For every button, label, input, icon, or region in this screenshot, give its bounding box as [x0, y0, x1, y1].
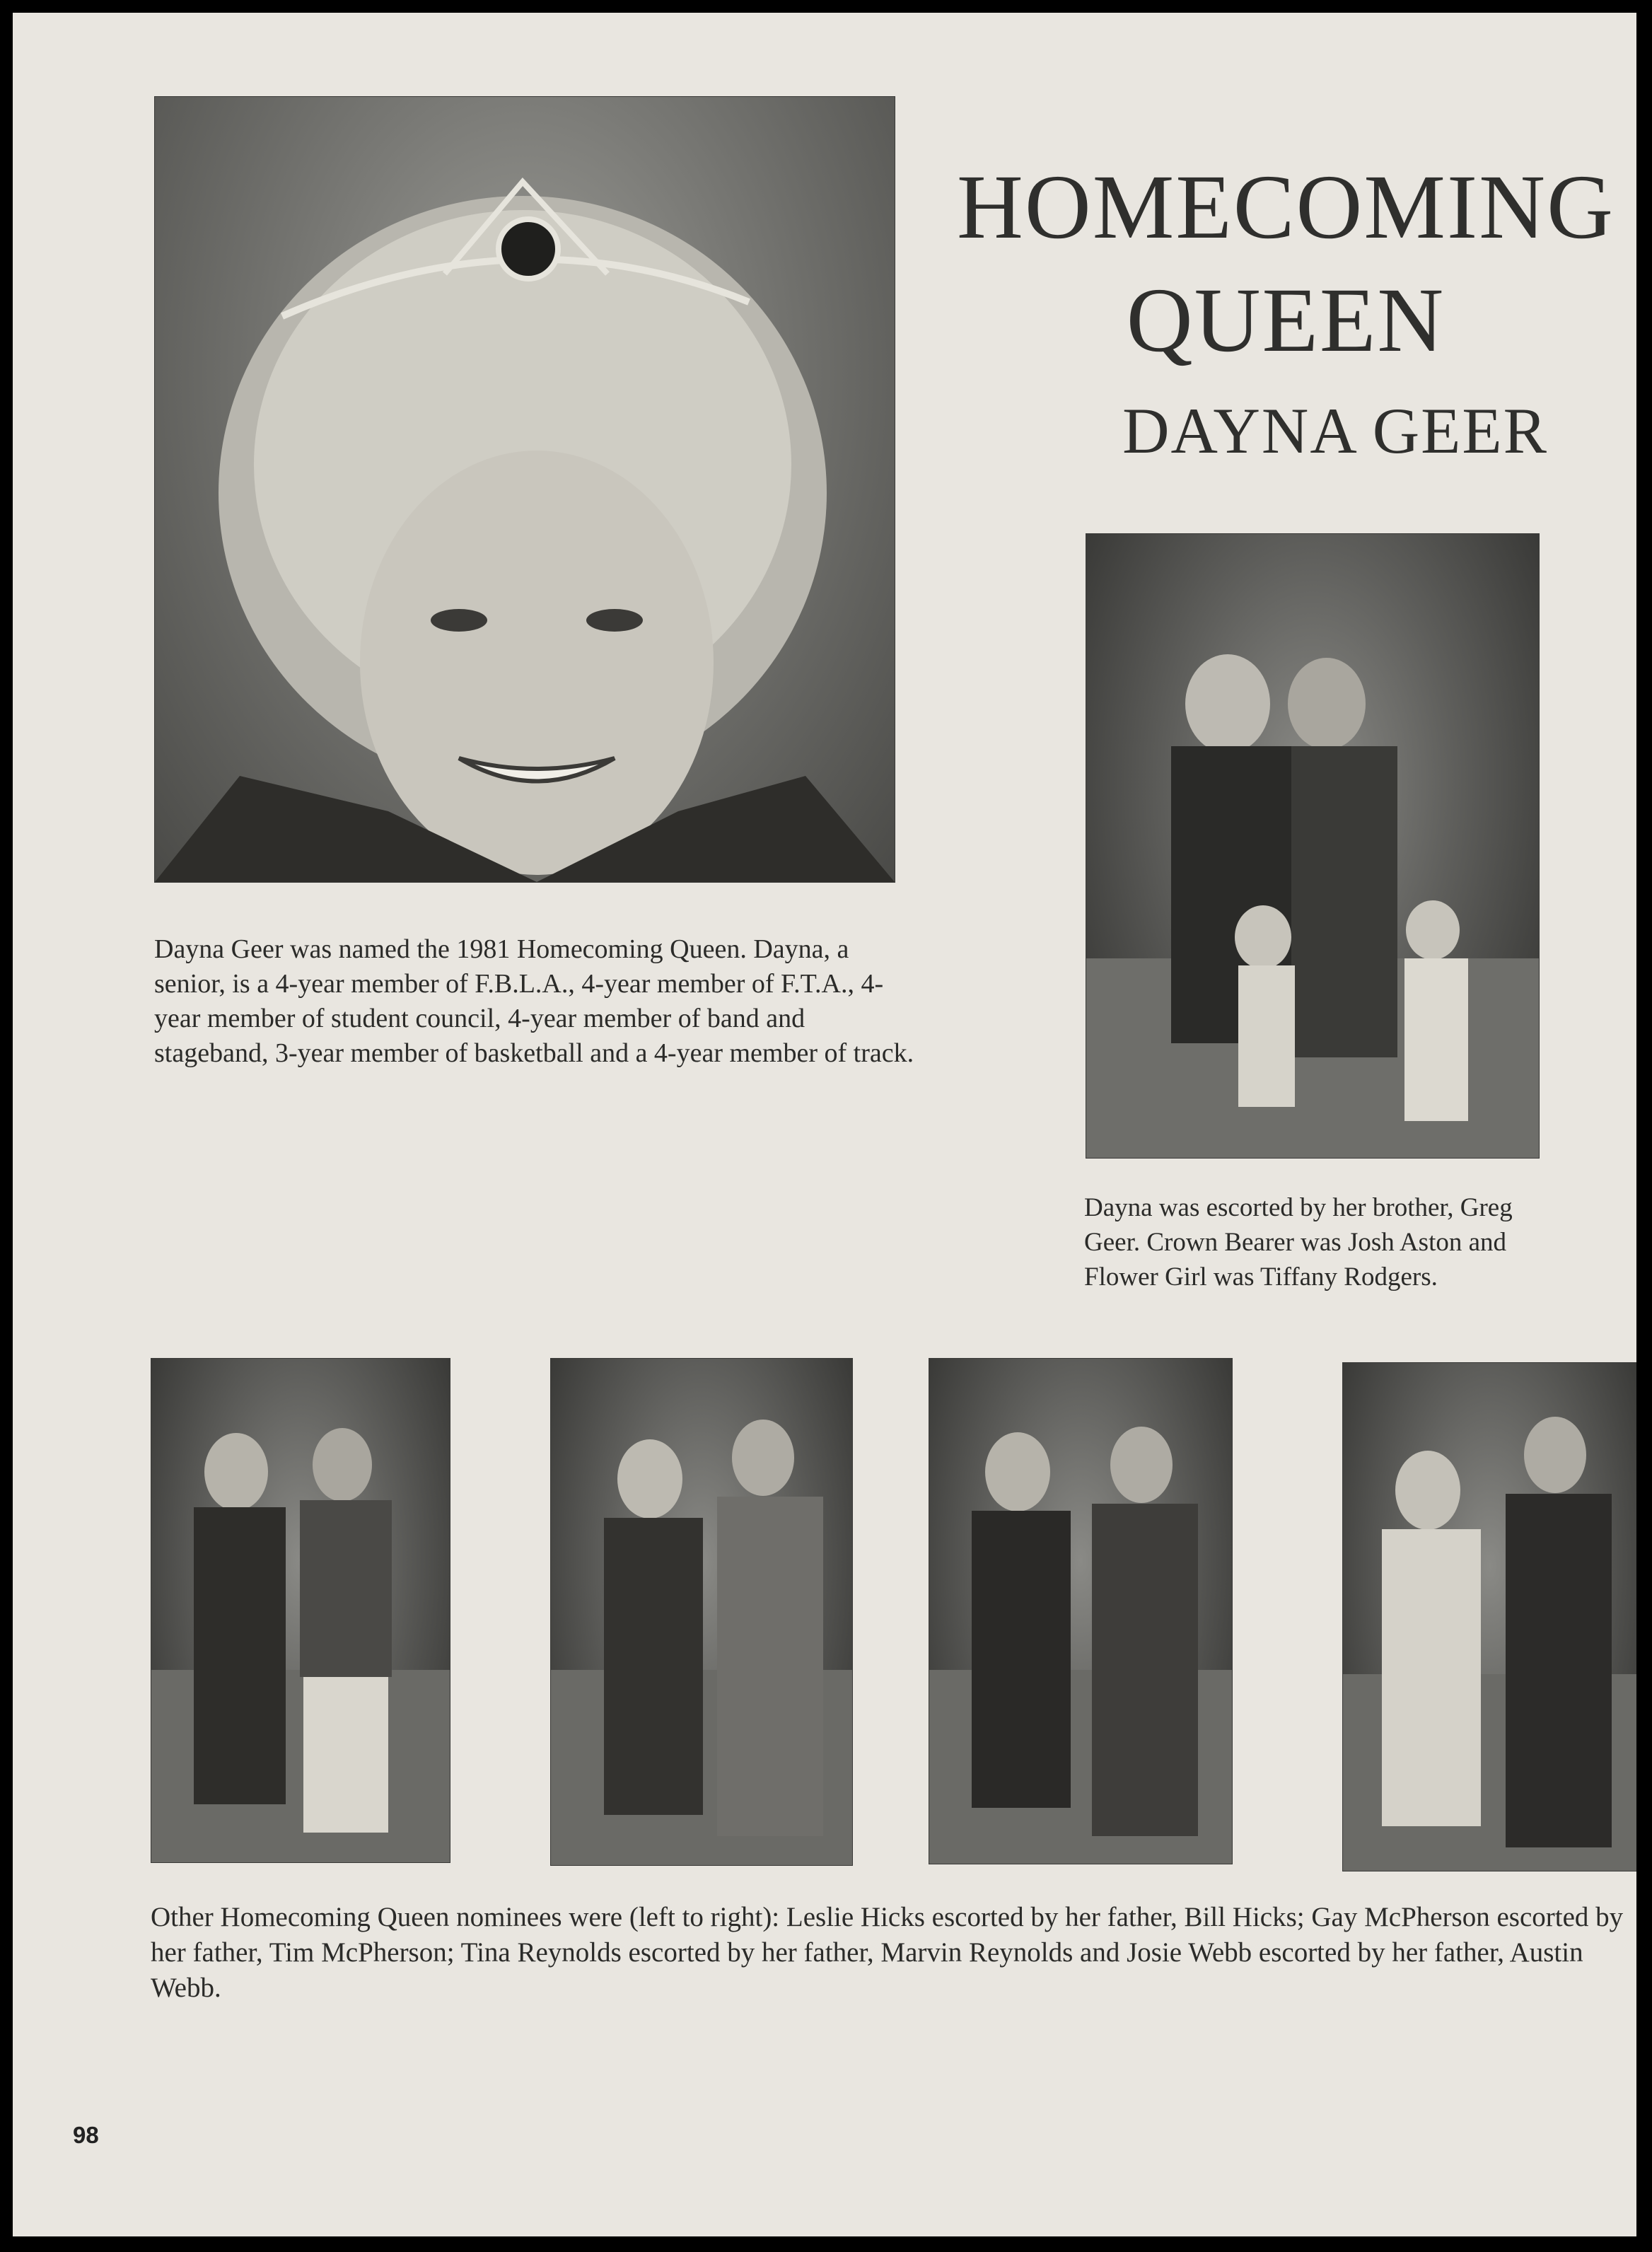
page-title-queen: QUEEN	[1126, 269, 1446, 371]
nominee-photo-leslie-hicks	[151, 1358, 450, 1863]
nominee-photo-josie-webb	[1342, 1362, 1636, 1871]
nominees-caption: Other Homecoming Queen nominees were (left to right): Leslie Hicks escorted by her father, Bill Hicks; Gay McPherson escorted by her father, Tim McPherson; Tina Reynolds escorted by her father, Marvin Reynolds and Josie Webb escorted by her father, Austin Webb.	[151, 1902, 1624, 2003]
page-title-homecoming: HOMECOMING	[957, 156, 1615, 258]
queen-portrait-photo	[154, 96, 895, 883]
queen-caption: Dayna Geer was named the 1981 Homecoming Queen. Dayna, a senior, is a 4-year member of F.B.L.A., 4-year member of F.T.A., 4-year member of student council, 4-year member of band and stageband, 3-year member of basketball and a 4-year member of track.	[154, 934, 914, 1068]
escort-caption: Dayna was escorted by her brother, Greg Geer. Crown Bearer was Josh Aston and Flower Girl was Tiffany Rodgers.	[1084, 1193, 1513, 1292]
page-number: 98	[73, 2122, 99, 2148]
nominee-photo-tina-reynolds	[929, 1358, 1233, 1864]
yearbook-page	[13, 13, 1636, 2236]
escort-photo	[1086, 533, 1540, 1159]
queen-name-heading: DAYNA GEER	[1122, 395, 1548, 467]
nominee-photo-gay-mcpherson	[550, 1358, 853, 1866]
